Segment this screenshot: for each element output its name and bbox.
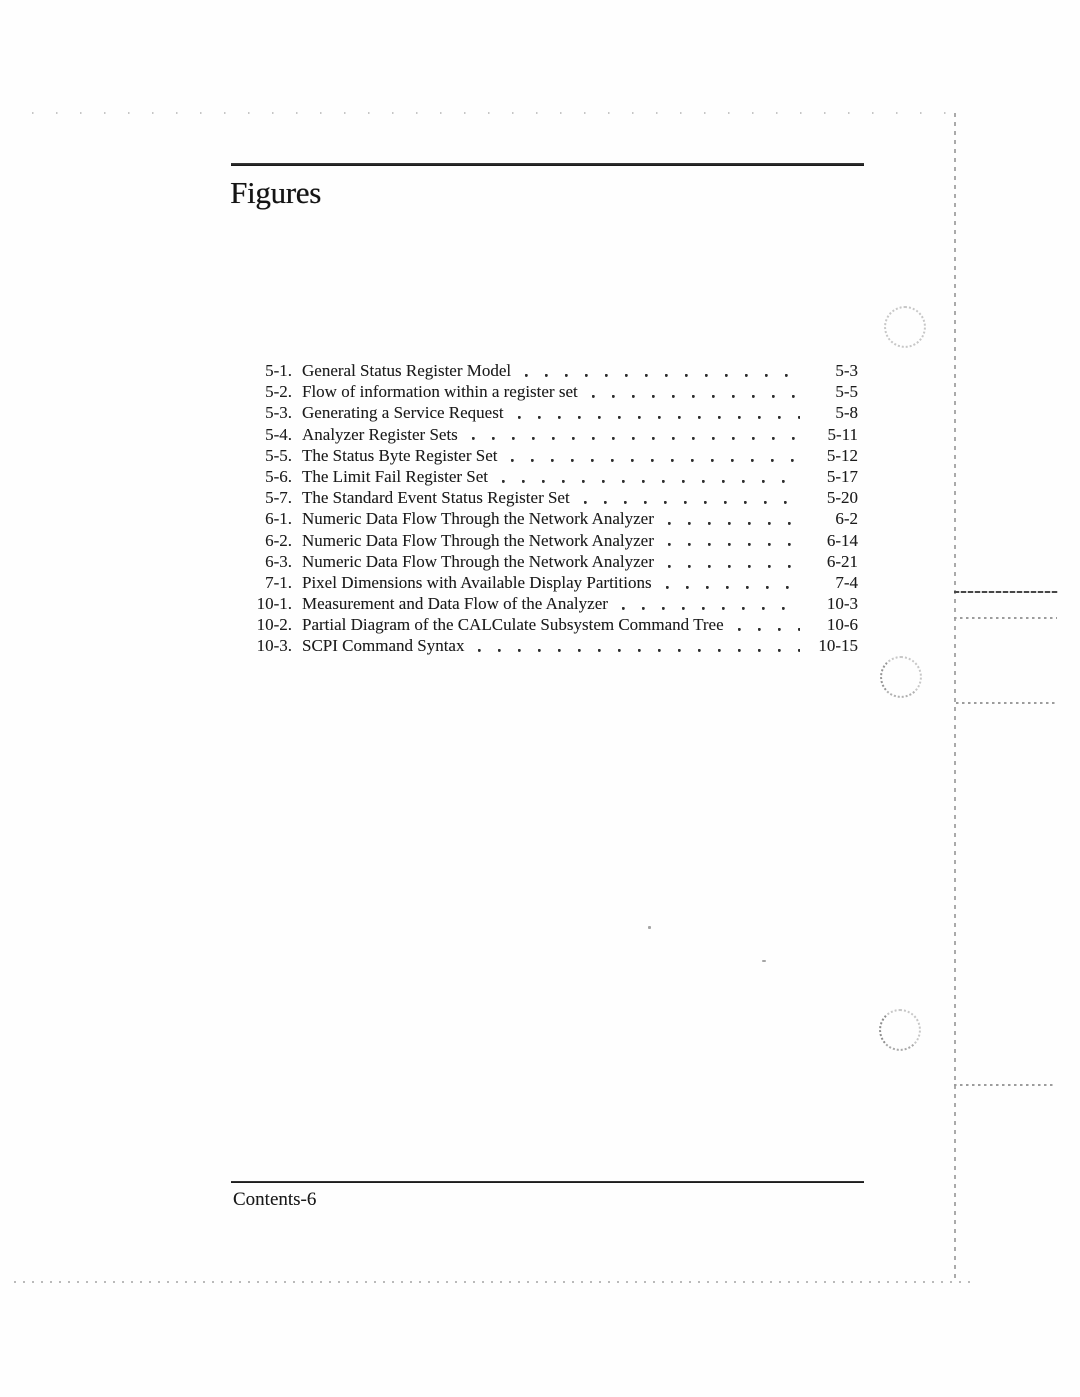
figure-caption: Measurement and Data Flow of the Analyzer bbox=[302, 594, 608, 614]
figure-entry-row bbox=[240, 551, 858, 572]
dot-leader bbox=[465, 424, 800, 445]
perforation-line-top bbox=[32, 112, 954, 114]
figure-caption: Partial Diagram of the CALCulate Subsystem Command Tree bbox=[302, 615, 724, 635]
dot-leader bbox=[577, 487, 800, 508]
figure-number: 5-7. bbox=[265, 488, 292, 508]
figure-number: 5-3. bbox=[265, 403, 292, 423]
dot-leader bbox=[471, 635, 800, 656]
figure-page-number: 7-4 bbox=[835, 572, 858, 592]
figure-number: 5-4. bbox=[265, 424, 292, 444]
figure-entry-row bbox=[240, 381, 858, 402]
figure-page-number: 5-3 bbox=[835, 361, 858, 380]
dot-leader bbox=[504, 445, 800, 466]
footer-page-label: Contents-6 bbox=[233, 1189, 317, 1210]
figure-entry-row bbox=[240, 614, 858, 635]
figure-entry-row bbox=[240, 593, 858, 614]
figure-entry-row bbox=[240, 487, 858, 508]
scan-speck bbox=[648, 926, 651, 929]
figure-caption: Pixel Dimensions with Available Display Partitions bbox=[302, 572, 652, 592]
figure-page-number: 5-17 bbox=[826, 466, 858, 486]
figure-caption: Flow of information within a register set bbox=[302, 382, 578, 402]
page-title: Figures bbox=[230, 175, 321, 210]
margin-dash-line bbox=[954, 617, 1057, 619]
scan-speck bbox=[762, 960, 766, 962]
figure-page-number: 6-21 bbox=[826, 551, 858, 571]
figure-page-number: 5-12 bbox=[826, 445, 858, 465]
figure-page-number: 5-8 bbox=[835, 403, 858, 423]
dot-leader bbox=[585, 381, 800, 402]
dot-leader bbox=[615, 593, 800, 614]
dot-leader bbox=[661, 530, 800, 551]
figure-page-number: 10-15 bbox=[818, 636, 858, 656]
figures-list bbox=[240, 360, 858, 657]
figure-page-number: 5-11 bbox=[827, 424, 858, 444]
punch-hole bbox=[879, 1009, 921, 1051]
punch-hole bbox=[884, 306, 926, 348]
punch-hole bbox=[880, 656, 922, 698]
figure-caption: Numeric Data Flow Through the Network Analyzer bbox=[302, 509, 654, 529]
figure-number: 6-1. bbox=[265, 509, 292, 529]
dot-leader bbox=[495, 466, 800, 487]
figure-entry-row bbox=[240, 508, 858, 529]
figure-caption: Analyzer Register Sets bbox=[302, 424, 458, 444]
figure-page-number: 10-3 bbox=[826, 594, 858, 614]
figure-number: 5-5. bbox=[265, 445, 292, 465]
footer-rule bbox=[231, 1181, 864, 1183]
dot-leader bbox=[659, 572, 800, 593]
figure-number: 5-6. bbox=[265, 466, 292, 486]
figure-page-number: 6-14 bbox=[826, 530, 858, 550]
dot-leader bbox=[661, 551, 800, 572]
figure-number: 5-1. bbox=[265, 361, 292, 380]
figure-entry-row bbox=[240, 402, 858, 423]
figure-caption: The Status Byte Register Set bbox=[302, 445, 498, 465]
figure-page-number: 5-20 bbox=[826, 488, 858, 508]
figure-number: 5-2. bbox=[265, 382, 292, 402]
figure-entry-row bbox=[240, 360, 858, 381]
header-rule bbox=[231, 163, 864, 166]
figure-entry-row bbox=[240, 635, 858, 656]
figure-number: 10-2. bbox=[256, 615, 292, 635]
figure-caption: Generating a Service Request bbox=[302, 403, 504, 423]
figure-entry-row bbox=[240, 424, 858, 445]
margin-dash-line bbox=[956, 702, 1055, 704]
figure-caption: Numeric Data Flow Through the Network Analyzer bbox=[302, 530, 654, 550]
dot-leader bbox=[518, 360, 800, 381]
dot-leader bbox=[661, 508, 800, 529]
figure-page-number: 10-6 bbox=[826, 615, 858, 635]
figure-caption: The Standard Event Status Register Set bbox=[302, 488, 570, 508]
figure-entry-row bbox=[240, 445, 858, 466]
figure-page-number: 6-2 bbox=[835, 509, 858, 529]
page-fold-line bbox=[954, 113, 956, 1281]
margin-dash-line bbox=[954, 591, 1058, 593]
dot-leader bbox=[731, 614, 800, 635]
dot-leader bbox=[511, 402, 800, 423]
figure-number: 10-1. bbox=[256, 594, 292, 614]
figure-number: 10-3. bbox=[256, 636, 292, 656]
figure-number: 6-3. bbox=[265, 551, 292, 571]
figure-number: 6-2. bbox=[265, 530, 292, 550]
figure-entry-row bbox=[240, 572, 858, 593]
perforation-line-bottom bbox=[14, 1281, 970, 1283]
figure-entry-row bbox=[240, 466, 858, 487]
figure-entry-row bbox=[240, 530, 858, 551]
figure-page-number: 5-5 bbox=[835, 382, 858, 402]
figure-caption: Numeric Data Flow Through the Network Analyzer bbox=[302, 551, 654, 571]
figure-caption: General Status Register Model bbox=[302, 361, 512, 380]
figure-number: 7-1. bbox=[265, 572, 292, 592]
figure-caption: SCPI Command Syntax bbox=[302, 636, 465, 656]
margin-dash-line bbox=[954, 1084, 1056, 1086]
figure-caption: The Limit Fail Register Set bbox=[302, 466, 489, 486]
